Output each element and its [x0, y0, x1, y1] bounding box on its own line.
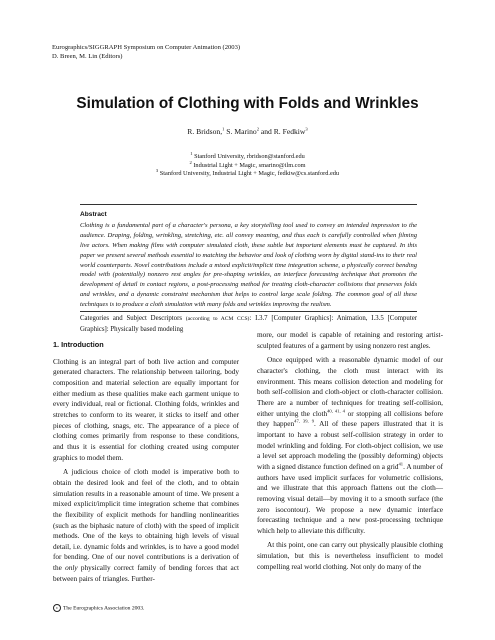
affiliation-text: Stanford University, Industrial Light + Magic, fedkiw@cs.stanford.edu	[158, 170, 340, 178]
affiliation-text: Industrial Light + Magic, smarino@ilm.com	[191, 161, 306, 169]
affiliation-item	[0, 150, 495, 162]
paragraph-text: . A number of authors have used implicit surfaces for volumetric collisions, and we illustrate that this approach flattens out the cloth—removing visual detail—by moving it to a smooth surface (the zero isocontour). We propose a new dynamic interface forecasting technique and a new post-processing technique which help to alleviate this difficulty.	[257, 462, 444, 535]
author-bridson: R. Bridson,	[187, 127, 223, 136]
paragraph-text: . All of these papers illustrated that it is important to have a robust self-collision strategy in order to model wrinkling and folding. For cloth-object collision, we use a level set approach modeling the (possibly deforming) objects with a signed distance function defined on a grid	[257, 420, 444, 471]
paragraph: Clothing is an integral part of both live action and computer generated characters. The relationship between tailoring, body composition and material selection are equally important for either medium as these qualities make each garment unique to every individual, real or fictional. Clothing folds, wrinkles and stretches to conform to its wearer, it sticks to itself and other pieces of clothing, snags, etc. The appearance of a piece of clothing comes primarily from response to these conditions, and thus it is essential for clothing created using computer graphics to model them.	[53, 357, 239, 462]
affiliation-mark: 3	[155, 168, 159, 174]
affiliation-mark: 2	[189, 159, 192, 165]
author-affil-mark: 2	[256, 126, 259, 132]
affiliation-item	[0, 170, 495, 179]
author-fedkiw: and R. Fedkiw	[258, 127, 306, 136]
emphasis-text: only	[65, 564, 78, 573]
editors-line: D. Breen, M. Lin (Editors)	[52, 53, 123, 60]
paragraph	[53, 467, 239, 584]
categories-prefix: Categories and Subject Descriptors	[80, 315, 186, 323]
section-heading: 1. Introduction	[53, 340, 104, 349]
copyright-text: The Eurographics Association 2003.	[63, 605, 145, 612]
affiliation-text: Stanford University, rbridson@stanford.edu	[192, 153, 305, 160]
paper-title: Simulation of Clothing with Folds and Wrinkles	[76, 95, 419, 112]
paragraph-text: Once equipped with a reasonable dynamic model of our character's clothing, the cloth must interact with its environment. This means collision detection and modeling for both self-collision and cloth-object or cloth-character collision. There are a number of techniques for treating self-collision, either untying the cloth	[257, 356, 443, 418]
paragraph-text: physically correct family of bending forces that act between pairs of triangles. Further-	[53, 564, 239, 583]
citation-ref: 40, 41, 4	[327, 408, 345, 414]
abstract-bottom-rule	[80, 311, 417, 312]
left-column	[53, 329, 239, 588]
citation-ref: 47, 39, 9	[294, 418, 315, 424]
abstract-top-rule	[80, 204, 417, 205]
copyright-footer	[53, 604, 144, 612]
author-marino: S. Marino	[224, 127, 257, 136]
abstract-heading: Abstract	[80, 211, 107, 218]
venue-header	[52, 43, 240, 61]
affiliation-mark: 1	[190, 150, 193, 156]
venue-line: Eurographics/SIGGRAPH Symposium on Computer Animation (2003)	[52, 44, 241, 51]
categories-note: (according to ACM CCS)	[185, 316, 250, 323]
author-list	[0, 127, 495, 136]
paragraph: At this point, one can carry out physically plausible clothing simulation, but this is nevertheless insufficient to model compelling real world clothing. Not only do many of the	[257, 541, 443, 571]
paragraph: more, our model is capable of retaining and restoring artist-sculpted features of a garment by using nonzero rest angles.	[257, 331, 443, 350]
paragraph	[257, 355, 443, 536]
citation-ref: 41	[398, 461, 404, 467]
right-column	[257, 330, 443, 576]
author-affil-mark: 3	[305, 126, 308, 132]
paragraph-text: or stopping all collisions before they happen	[257, 409, 443, 429]
copyright-icon: c	[53, 604, 61, 612]
categories-text: : I.3.7 [Computer Graphics]: Animation, I.3.5 [Computer Graphics]: Physically based modeling	[80, 315, 417, 333]
affiliation-list	[0, 150, 495, 179]
paragraph-text: A judicious choice of cloth model is imperative both to obtain the desired look and feel of the cloth, and to obtain simulation results in a reasonable amount of time. We present a mixed explicit/implicit time integration scheme that combines the flexibility of explicit methods for handling nonlinearities (such as the biphasic nature of cloth) with the speed of implicit methods. One of the keys to obtaining high levels of visual detail, i.e. dynamic folds and wrinkles, is to have a good model for bending. One of our novel contributions is a derivation of the	[53, 468, 239, 573]
abstract-block	[80, 210, 417, 335]
author-affil-mark: 1	[222, 126, 225, 132]
abstract-body: Clothing is a fundamental part of a character's persona, a key storytelling tool used to convey an intended impression to the audience. Draping, folding, wrinkling, stretching, etc. all convey meaning, and thus each is carefully controlled when filming live actors. When making films with computer simulated cloth, these subtle but important elements must be captured. In this paper we present several methods essential to matching the behavior and look of clothing worn by digital stand-ins to their real world counterparts. Novel contributions include a mixed explicit/implicit time integration scheme, a physically correct bending model with (potentially) nonzero rest angles for pre-shaping wrinkles, an interface forecasting technique that promotes the development of detail in contact regions, a post-processing method for treating cloth-character collisions that preserves folds and wrinkles, and a dynamic constraint mechanism that helps to control large scale folding. The common goal of all these techniques is to produce a cloth simulation with many folds and wrinkles improving the realism.	[80, 221, 417, 309]
